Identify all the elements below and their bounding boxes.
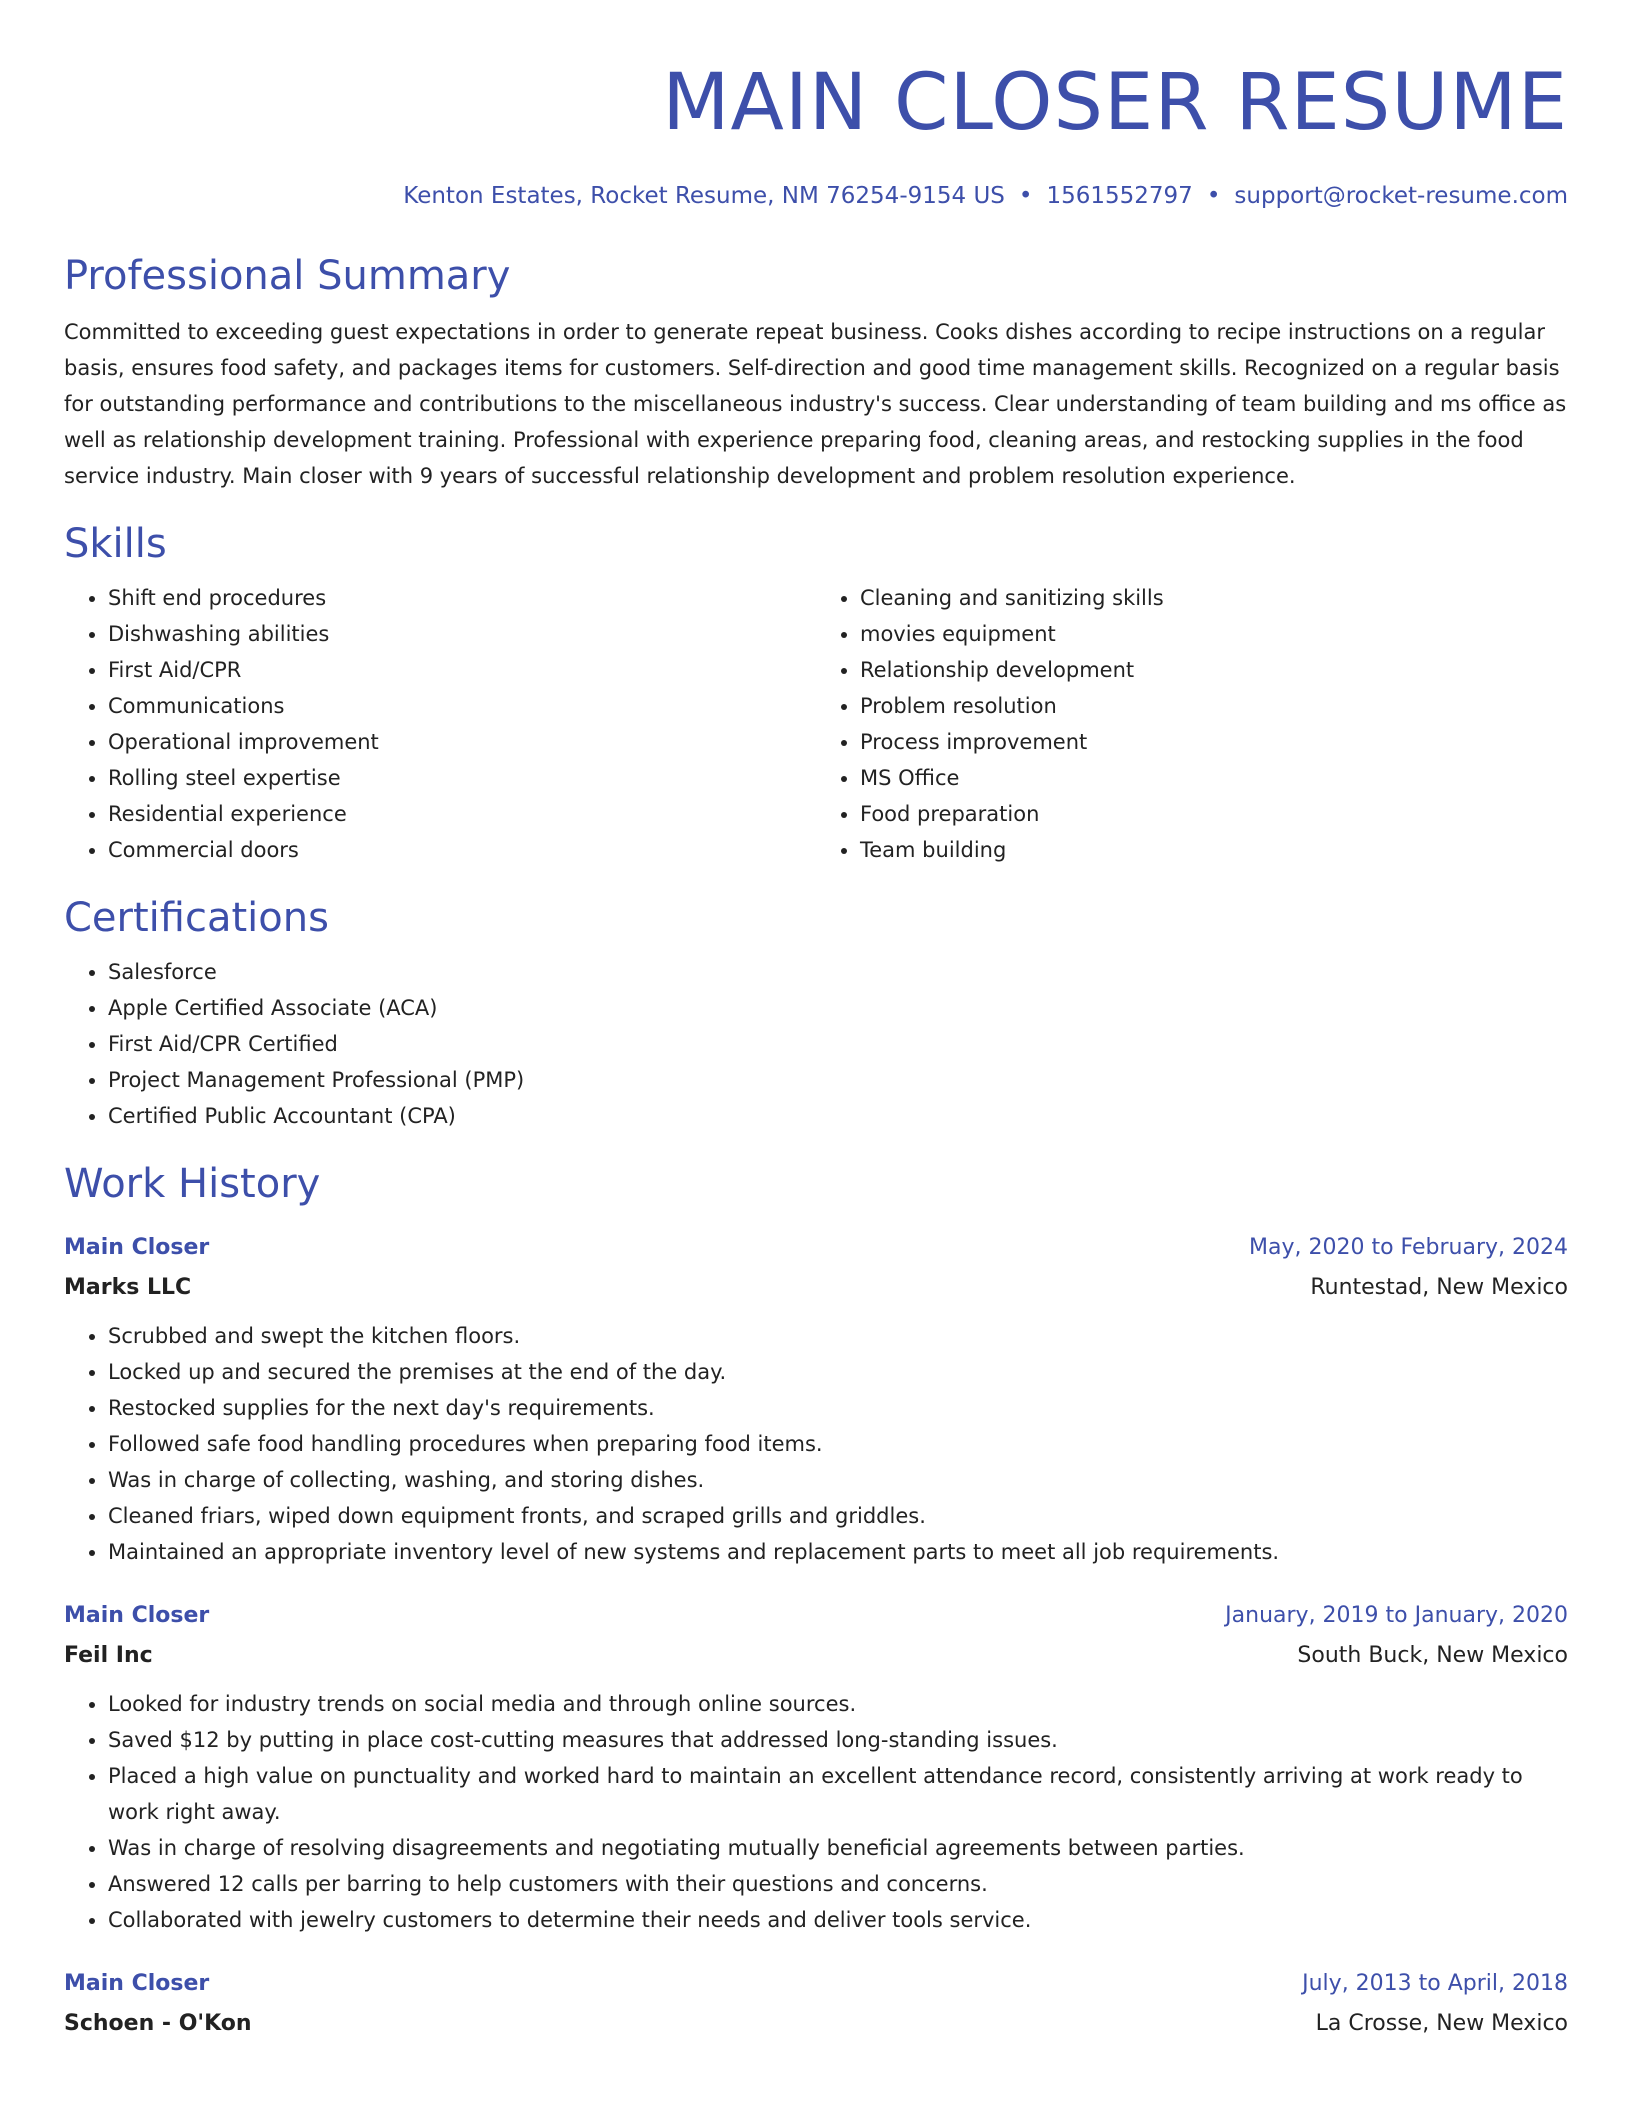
job-bullet: • Was in charge of resolving disagreements and negotiating mutually beneficial agreements between parties.	[108, 1830, 1568, 1866]
certification-item: • Apple Certified Associate (ACA)	[108, 990, 1568, 1026]
job-location: La Crosse, New Mexico	[1315, 2011, 1568, 2036]
job-bullet: • Placed a high value on punctuality and worked hard to maintain an excellent attendance record, consistently arriving at work ready to work right away.	[108, 1758, 1568, 1830]
job-location: South Buck, New Mexico	[1297, 1643, 1568, 1668]
skill-item: • Problem resolution	[860, 688, 1568, 724]
job-bullet: • Restocked supplies for the next day's requirements.	[108, 1390, 1568, 1426]
job-employer: Schoen - O'Kon	[64, 2011, 252, 2036]
job-title: Main Closer	[64, 1603, 210, 1628]
contact-email[interactable]: support@rocket-resume.com	[1234, 183, 1568, 209]
skills-heading: Skills	[64, 521, 167, 567]
job-bullet: • Looked for industry trends on social media and through online sources.	[108, 1686, 1568, 1722]
skill-item: • Shift end procedures	[108, 580, 816, 616]
certification-item: • Certified Public Accountant (CPA)	[108, 1098, 1568, 1134]
contact-address: Kenton Estates, Rocket Resume, NM 76254-9154 US	[403, 183, 1005, 209]
skill-item: • Process improvement	[860, 724, 1568, 760]
skill-item: • Communications	[108, 688, 816, 724]
job-bullet: • Locked up and secured the premises at the end of the day.	[108, 1354, 1568, 1390]
work-history-heading: Work History	[64, 1161, 321, 1207]
skill-item: • movies equipment	[860, 616, 1568, 652]
skill-item: • Relationship development	[860, 652, 1568, 688]
certifications-list	[64, 954, 1568, 1134]
skills-columns	[64, 580, 1568, 868]
job-bullet: • Answered 12 calls per barring to help customers with their questions and concerns.	[108, 1866, 1568, 1902]
skill-item: • MS Office	[860, 760, 1568, 796]
job-bullet: • Scrubbed and swept the kitchen floors.	[108, 1318, 1568, 1354]
job-bullet: • Was in charge of collecting, washing, and storing dishes.	[108, 1462, 1568, 1498]
job-title: Main Closer	[64, 1971, 210, 1996]
skill-item: • Food preparation	[860, 796, 1568, 832]
job-employer-row	[64, 1268, 1568, 1308]
job-header-row	[64, 1596, 1568, 1636]
certification-item: • Project Management Professional (PMP)	[108, 1062, 1568, 1098]
job-bullets	[64, 1686, 1568, 1938]
job-employer: Marks LLC	[64, 1275, 192, 1300]
skills-list-left	[64, 580, 816, 868]
job-employer: Feil Inc	[64, 1643, 153, 1668]
job-entry	[64, 1596, 1568, 1938]
job-dates: May, 2020 to February, 2024	[1249, 1235, 1568, 1260]
certification-item: • Salesforce	[108, 954, 1568, 990]
job-dates: July, 2013 to April, 2018	[1302, 1971, 1568, 1996]
job-bullet: • Saved $12 by putting in place cost-cutting measures that addressed long-standing issues.	[108, 1722, 1568, 1758]
skill-item: • Commercial doors	[108, 832, 816, 868]
job-dates: January, 2019 to January, 2020	[1225, 1603, 1568, 1628]
summary-heading: Professional Summary	[64, 253, 511, 299]
contact-phone[interactable]: 1561552797	[1046, 183, 1193, 209]
resume-title: MAIN CLOSER RESUME	[662, 58, 1568, 148]
skill-item: • Rolling steel expertise	[108, 760, 816, 796]
job-employer-row	[64, 2004, 1568, 2044]
job-employer-row	[64, 1636, 1568, 1676]
job-bullet: • Maintained an appropriate inventory level of new systems and replacement parts to meet all job requirements.	[108, 1534, 1568, 1570]
skill-item: • Dishwashing abilities	[108, 616, 816, 652]
summary-text: Committed to exceeding guest expectations in order to generate repeat business. Cooks dishes according to recipe instructions on a regular basis, ensures food safety, and packages items for customers. Self-direction and good time management skills. Recognized on a regular basis for outstanding performance and contributions to the miscellaneous industry's success. Clear understanding of team building and ms office as well as relationship development training. Professional with experience preparing food, cleaning areas, and restocking supplies in the food service industry. Main closer with 9 years of successful relationship development and problem resolution experience.	[64, 320, 1567, 488]
certifications-heading: Certifications	[64, 895, 329, 941]
job-bullets	[64, 1318, 1568, 1570]
job-bullet: • Collaborated with jewelry customers to determine their needs and deliver tools service.	[108, 1902, 1568, 1938]
certification-item: • First Aid/CPR Certified	[108, 1026, 1568, 1062]
job-title: Main Closer	[64, 1235, 210, 1260]
contact-separator: •	[1206, 183, 1221, 209]
contact-separator: •	[1018, 183, 1033, 209]
job-bullet: • Followed safe food handling procedures when preparing food items.	[108, 1426, 1568, 1462]
job-entry	[64, 1228, 1568, 1570]
job-entry	[64, 1964, 1568, 2044]
job-bullet: • Cleaned friars, wiped down equipment fronts, and scraped grills and griddles.	[108, 1498, 1568, 1534]
job-location: Runtestad, New Mexico	[1310, 1275, 1568, 1300]
skill-item: • Team building	[860, 832, 1568, 868]
contact-line	[64, 180, 1568, 212]
job-header-row	[64, 1228, 1568, 1268]
skill-item: • Residential experience	[108, 796, 816, 832]
skill-item: • First Aid/CPR	[108, 652, 816, 688]
skill-item: • Operational improvement	[108, 724, 816, 760]
skill-item: • Cleaning and sanitizing skills	[860, 580, 1568, 616]
skills-list-right	[816, 580, 1568, 868]
job-header-row	[64, 1964, 1568, 2004]
